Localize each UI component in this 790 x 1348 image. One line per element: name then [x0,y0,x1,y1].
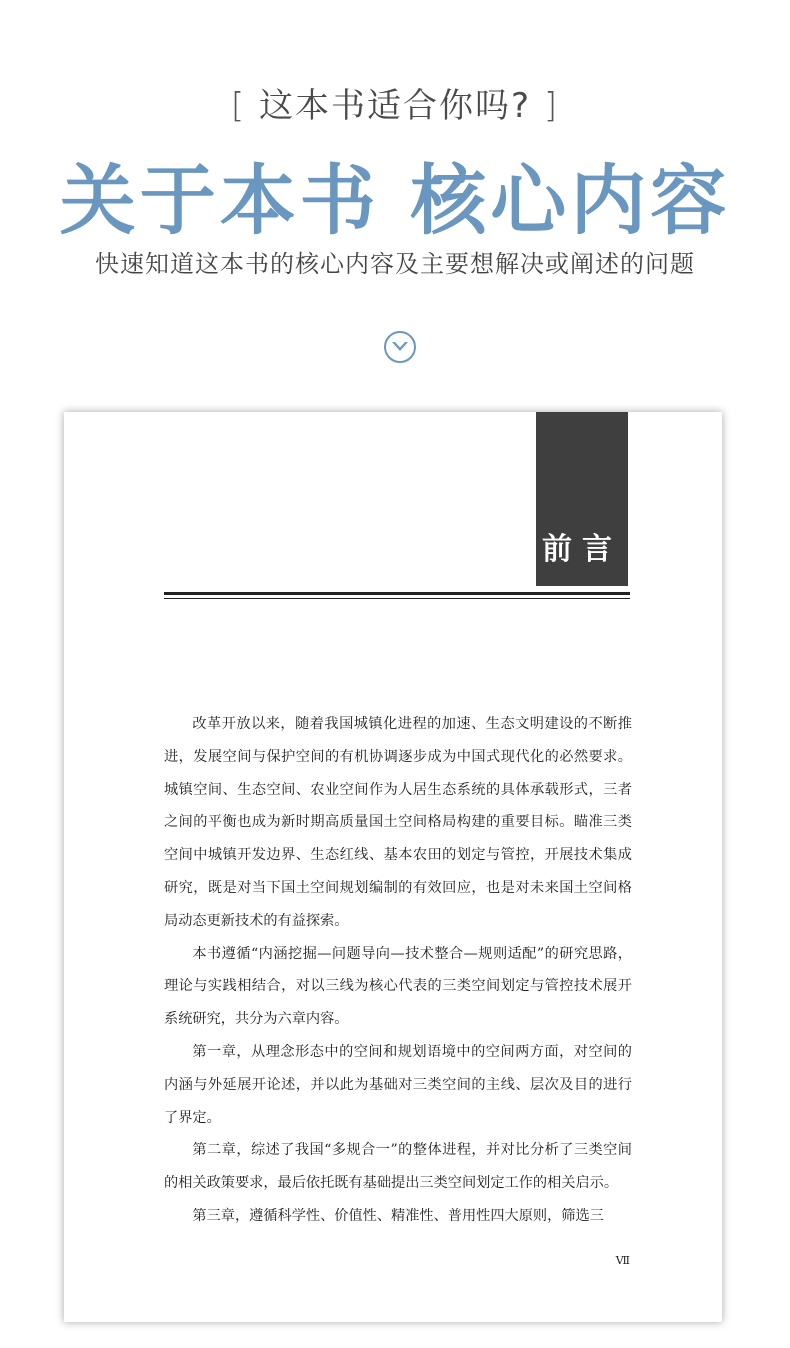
paragraph: 第一章，从理念形态中的空间和规划语境中的空间两方面，对空间的内涵与外延展开论述，并以此为基础对三类空间的主线、层次及目的进行了界定。 [164,1043,632,1126]
chevron-down-circle-icon[interactable] [383,330,417,364]
paragraph: 第二章，综述了我国“多规合一”的整体进程，并对比分析了三类空间的相关政策要求，最后依托既有基础提出三类空间划定工作的相关启示。 [164,1142,632,1192]
question-heading [0,78,790,127]
page-number: Ⅶ [615,1254,630,1267]
paragraph: 第三章，遵循科学性、价值性、精准性、普用性四大原则，筛选三 [192,1207,604,1224]
subtitle: 快速知道这本书的核心内容及主要想解决或阐述的问题 [95,250,695,278]
paragraph: 本书遵循“内涵挖掘—问题导向—技术整合—规则适配”的研究思路，理论与实践相结合，对以三线为核心代表的三类空间划定与管控技术展开系统研究，共分为六章内容。 [164,945,632,1028]
chapter-label: 前言 [542,532,622,567]
bracket-right: ] [543,86,560,126]
header [0,0,790,400]
preface-body [164,708,632,1233]
question-text: 这本书适合你吗? [258,86,532,126]
bracket-left: [ [230,86,247,126]
divider-thick [164,592,630,595]
main-title: 关于本书 核心内容 [59,156,731,245]
paragraph: 改革开放以来，随着我国城镇化进程的加速、生态文明建设的不断推进，发展空间与保护空间的有机协调逐步成为中国式现代化的必然要求。城镇空间、生态空间、农业空间作为人居生态系统的具体承载形式，三者之间的平衡也成为新时期高质量国土空间格局构建的重要目标。瞄准三类空间中城镇开发边界、生态红线、基本农田的划定与管控，开展技术集成研究，既是对当下国土空间规划编制的有效回应，也是对未来国土空间格局动态更新技术的有益探索。 [164,716,632,929]
chapter-tab [536,412,628,586]
divider-thin [164,598,630,599]
book-page [64,412,722,1322]
